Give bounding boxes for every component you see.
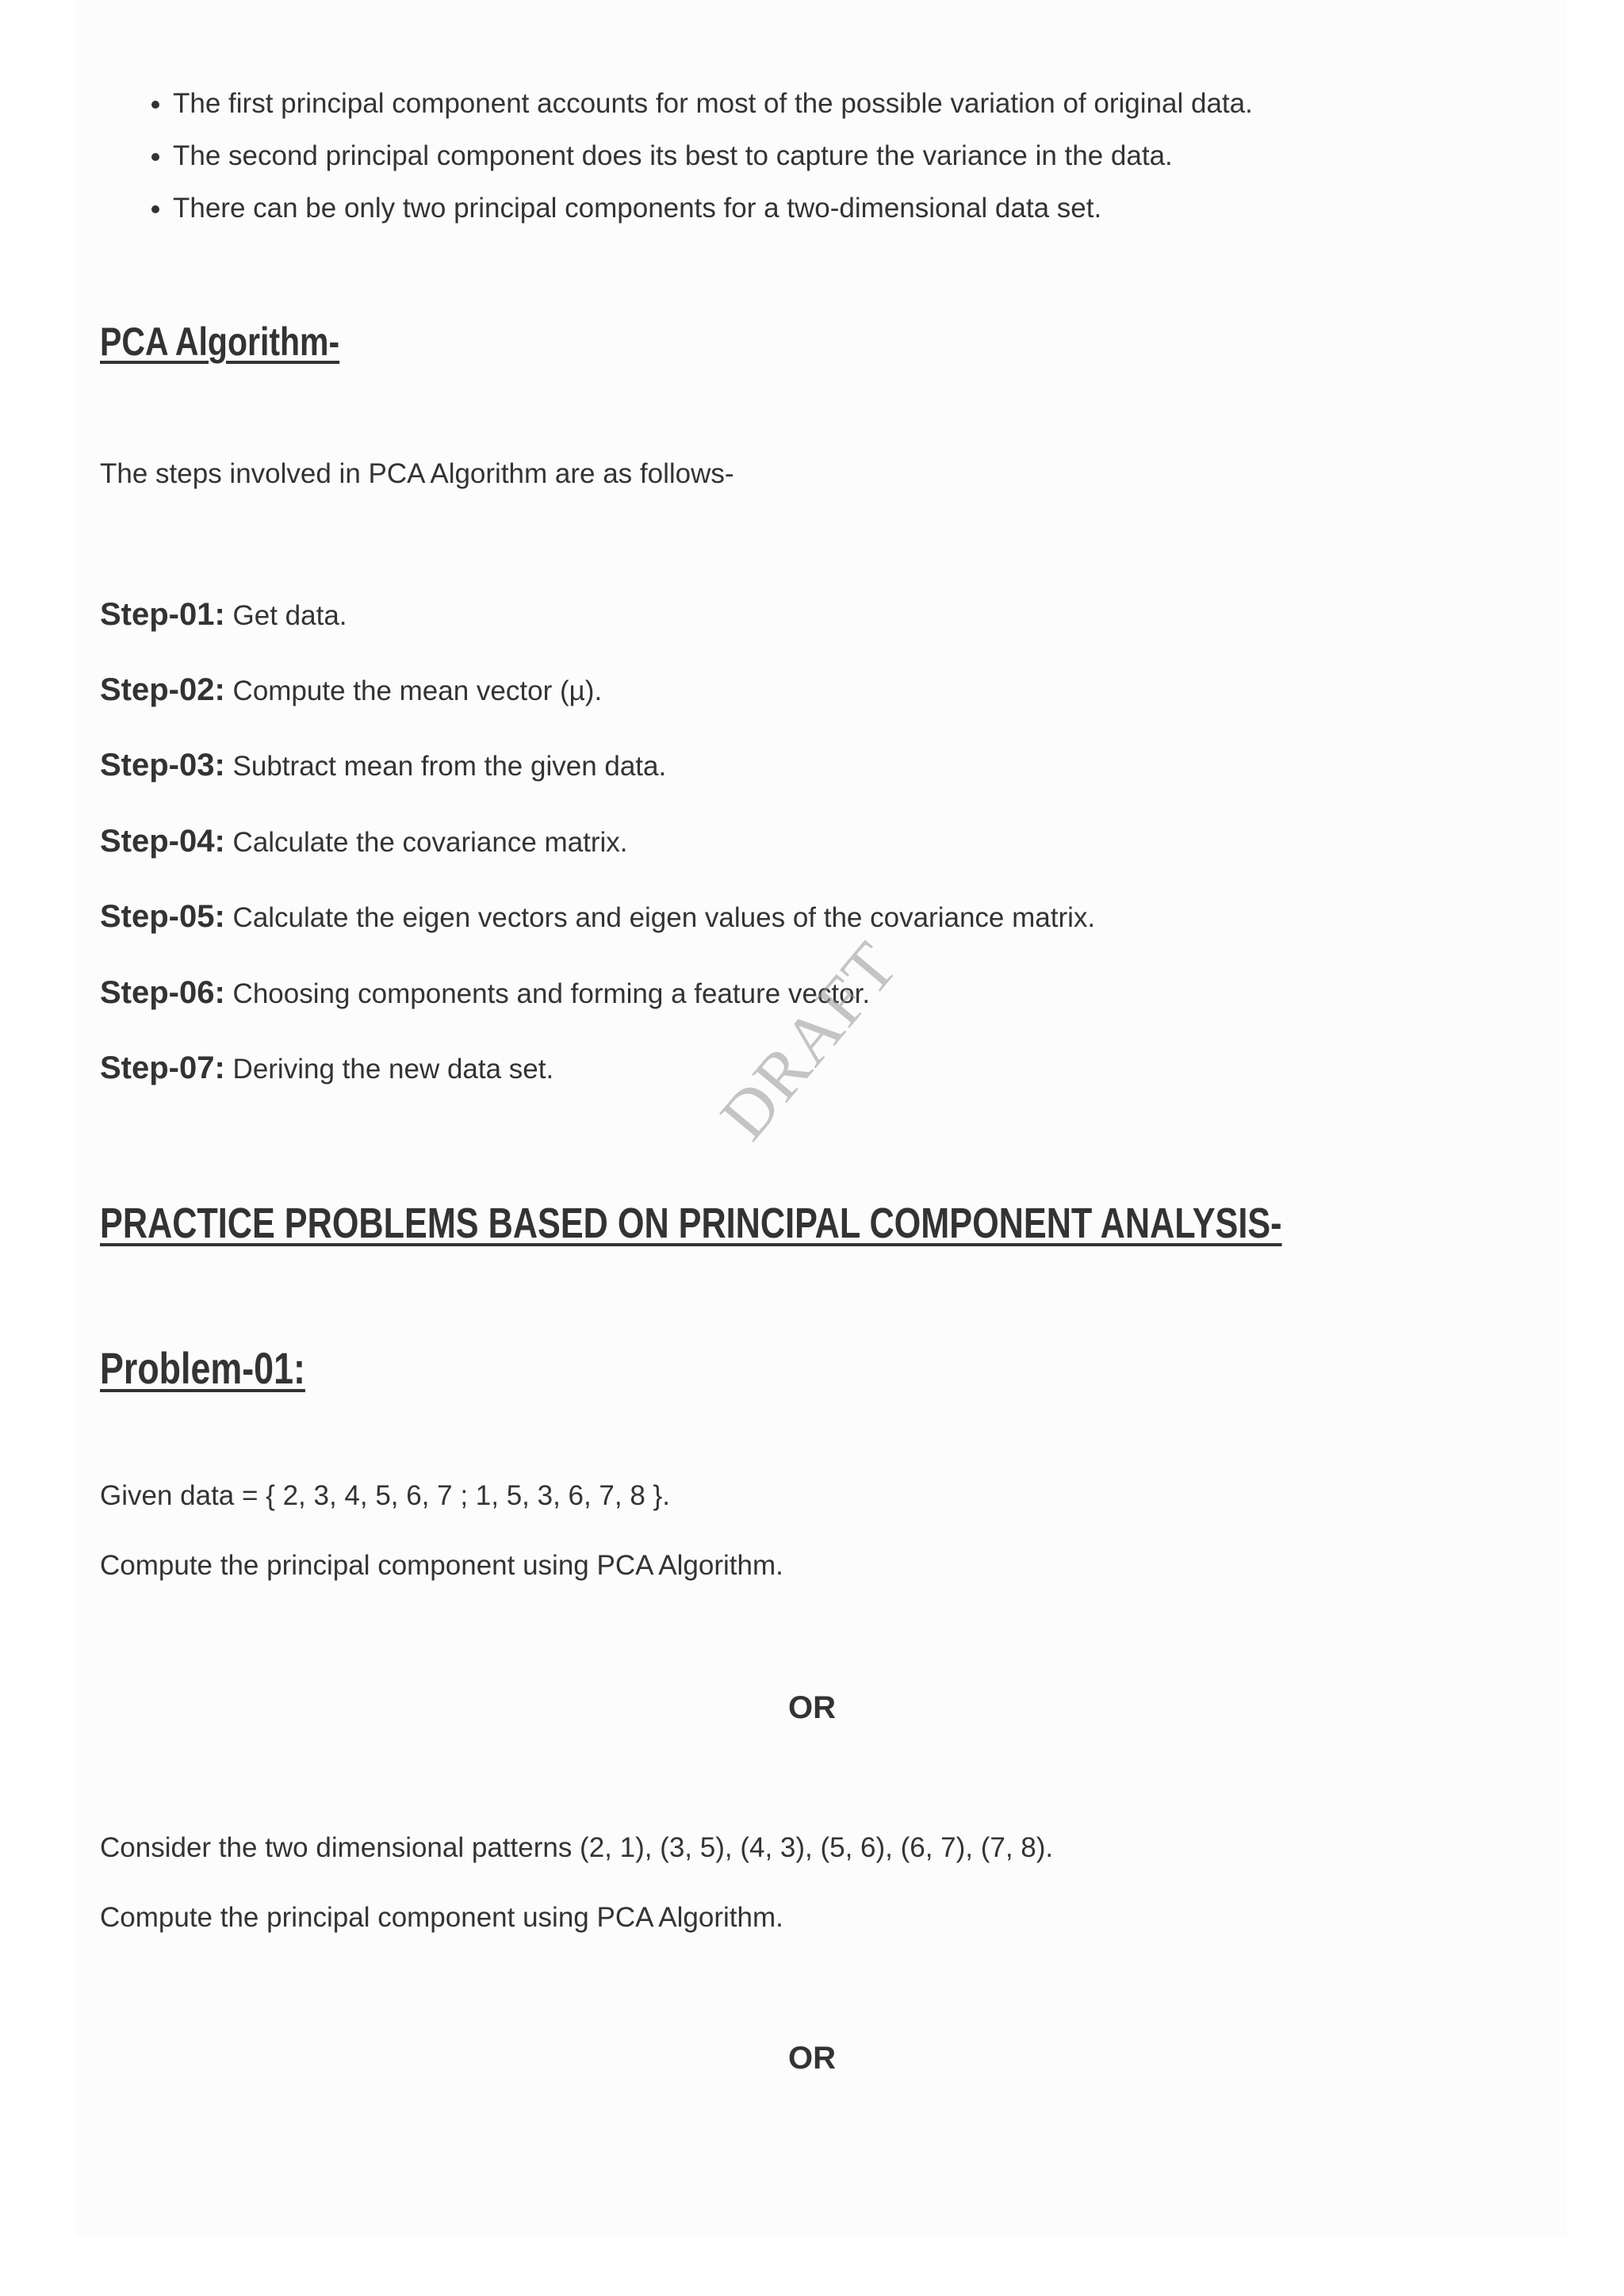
bullet-item: • There can be only two principal components for a two-dimensional data set. bbox=[173, 182, 1253, 235]
step-02 bbox=[100, 672, 602, 708]
step-label: Step-05: bbox=[100, 899, 225, 934]
step-07 bbox=[100, 1050, 553, 1086]
step-text: Subtract mean from the given data. bbox=[224, 751, 667, 782]
problem-01-heading: Problem-01: bbox=[100, 1343, 305, 1393]
step-label: Step-04: bbox=[100, 824, 225, 859]
step-text: Deriving the new data set. bbox=[224, 1054, 554, 1085]
bullet-item: • The first principal component accounts for most of the possible variation of original data. bbox=[173, 78, 1253, 130]
or-divider: OR bbox=[788, 1690, 836, 1725]
bullet-list bbox=[100, 78, 1253, 235]
problem-instruction: Compute the principal component using PCA Algorithm. bbox=[100, 1902, 783, 1933]
problem-given-data: Given data = { 2, 3, 4, 5, 6, 7 ; 1, 5, 3, 6, 7, 8 }. bbox=[100, 1480, 670, 1511]
bullet-item: • The second principal component does its best to capture the variance in the data. bbox=[173, 130, 1253, 182]
step-03 bbox=[100, 748, 666, 783]
or-divider: OR bbox=[788, 2041, 836, 2076]
step-label: Step-02: bbox=[100, 672, 225, 707]
practice-problems-heading: PRACTICE PROBLEMS BASED ON PRINCIPAL COMPONENT ANALYSIS- bbox=[100, 1200, 1282, 1247]
step-label: Step-03: bbox=[100, 748, 225, 783]
step-label: Step-06: bbox=[100, 975, 225, 1010]
step-text: Calculate the eigen vectors and eigen values of the covariance matrix. bbox=[224, 902, 1096, 933]
draft-watermark: DRAFT bbox=[705, 927, 913, 1154]
intro-paragraph: The steps involved in PCA Algorithm are as follows- bbox=[100, 458, 734, 489]
problem-patterns: Consider the two dimensional patterns (2, 1), (3, 5), (4, 3), (5, 6), (6, 7), (7, 8). bbox=[100, 1832, 1054, 1863]
step-04 bbox=[100, 824, 628, 859]
pca-algorithm-heading: PCA Algorithm- bbox=[100, 320, 340, 364]
step-06 bbox=[100, 975, 870, 1011]
step-text: Compute the mean vector (µ). bbox=[224, 675, 603, 706]
problem-instruction: Compute the principal component using PCA Algorithm. bbox=[100, 1550, 783, 1581]
step-label: Step-01: bbox=[100, 597, 225, 632]
step-text: Get data. bbox=[224, 600, 347, 631]
step-05 bbox=[100, 899, 1095, 935]
step-text: Choosing components and forming a feature vector. bbox=[224, 978, 871, 1009]
step-text: Calculate the covariance matrix. bbox=[224, 827, 628, 858]
step-label: Step-07: bbox=[100, 1050, 225, 1085]
step-01 bbox=[100, 597, 347, 633]
